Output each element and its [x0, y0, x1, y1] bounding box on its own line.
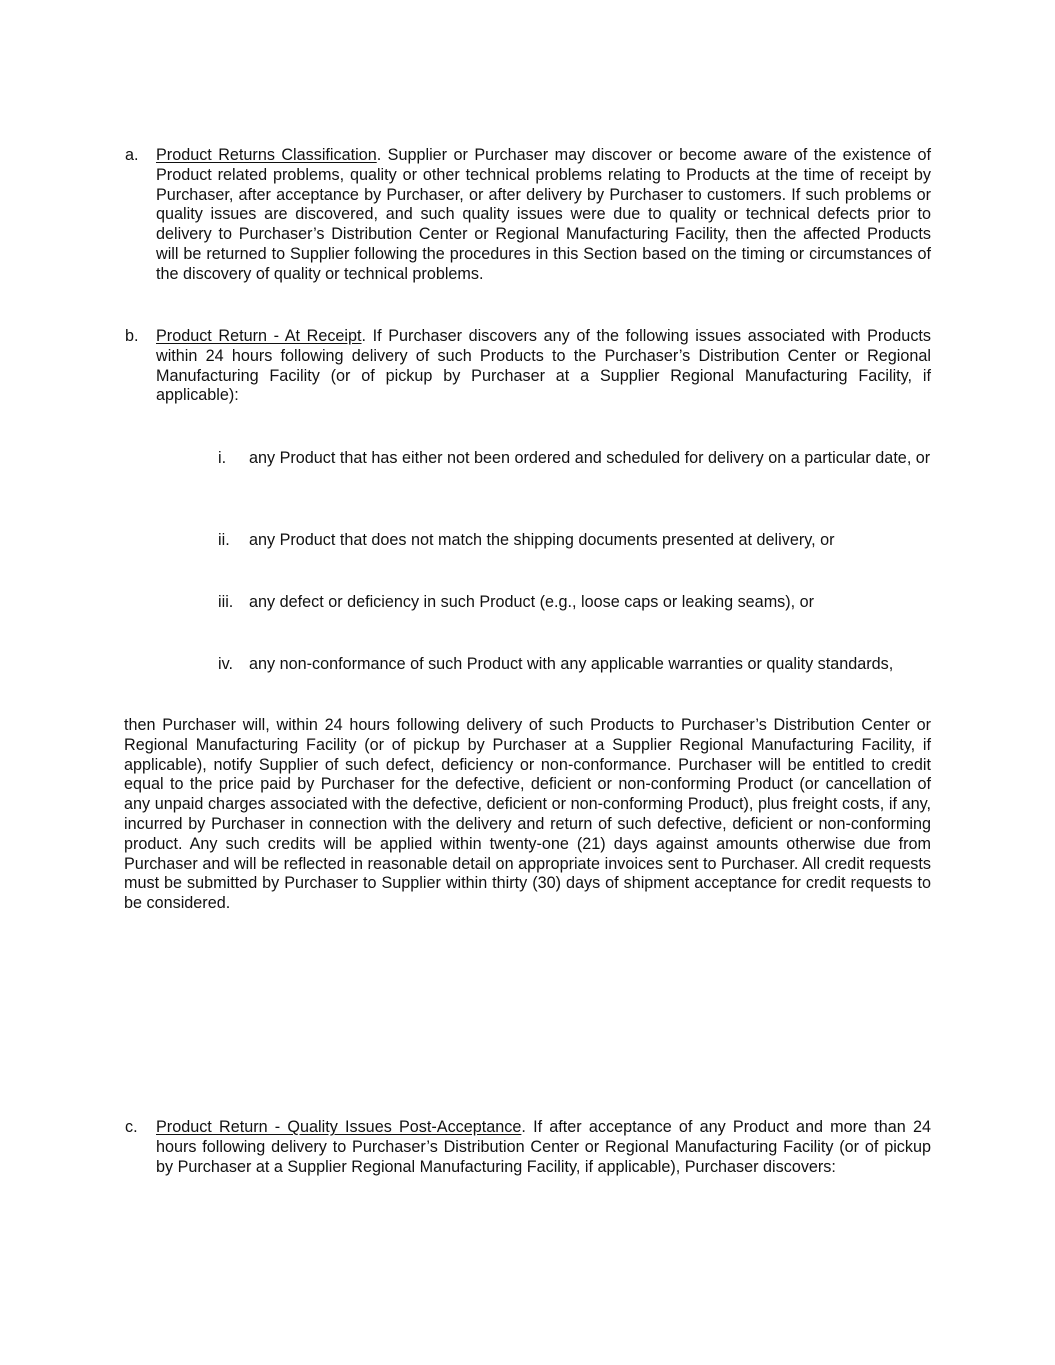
section-b-body: . If Purchaser discovers any of the following issues associated with Products within 24 hours following delivery of such Products to the Purchaser’s Distribution Center or Regional Manufacturing Facility (or of pickup by Purchaser at a Supplier Regional Manufacturing Facility, if applicable):: [156, 327, 931, 405]
item-i-marker: i.: [218, 449, 227, 467]
item-iii-text: any defect or deficiency in such Product (e.g., loose caps or leaking seams), or: [249, 593, 815, 611]
section-a-paragraph: [156, 146, 931, 285]
section-a-body: . Supplier or Purchaser may discover or become aware of the existence of Product related problems, quality or other technical problems relating to Products at the time of receipt by Purchaser, after acceptance by Purchaser, or after delivery by Purchaser to customers. If such problems or quality issues are discovered, and such quality issues were due to quality or technical defects prior to delivery to Purchaser’s Distribution Center or Regional Manufacturing Facility, then the affected Products will be returned to Supplier following the procedures in this Section based on the timing or circumstances of the discovery of quality or technical problems.: [156, 146, 931, 283]
section-b-heading: Product Return - At Receipt: [156, 327, 362, 345]
section-b-continuation: then Purchaser will, within 24 hours following delivery of such Products to Purchaser’s Distribution Center or Regional Manufacturing Facility (or of pickup by Purchaser at a Supplier Regional Manufacturing Facility, if applicable), notify Supplier of such defect, deficiency or non-conformance. Purchaser will be entitled to credit equal to the price paid by Purchaser for the defective, deficient or non-conforming Product (or cancellation of any unpaid charges associated with the defective, deficient or non-conforming Product), plus freight costs, if any, incurred by Purchaser in connection with the delivery and return of such defective, deficient or non-conforming product. Any such credits will be applied within twenty-one (21) days against amounts otherwise due from Purchaser and will be reflected in reasonable detail on appropriate invoices sent to Purchaser. All credit requests must be submitted by Purchaser to Supplier within thirty (30) days of shipment acceptance for credit requests to be considered.: [124, 716, 931, 913]
item-ii-text: any Product that does not match the shipping documents presented at delivery, or: [249, 531, 835, 549]
section-c-heading: Product Return - Quality Issues Post-Acceptance: [156, 1118, 522, 1136]
section-b-paragraph: [156, 327, 931, 406]
section-b-marker: b.: [125, 327, 139, 345]
item-iv-marker: iv.: [218, 655, 233, 673]
section-a-heading: Product Returns Classification: [156, 146, 377, 164]
item-i-text: any Product that has either not been ordered and scheduled for delivery on a particular date, or: [249, 449, 931, 467]
item-ii-marker: ii.: [218, 531, 230, 549]
section-c-marker: c.: [125, 1118, 138, 1136]
section-a-marker: a.: [125, 146, 139, 164]
section-c-body: . If after acceptance of any Product and more than 24 hours following delivery to Purchaser’s Distribution Center or Regional Manufacturing Facility (or of pickup by Purchaser at a Supplier Regional Manufacturing Facility, if applicable), Purchaser discovers:: [156, 1118, 931, 1176]
section-c-paragraph: [156, 1118, 931, 1177]
item-iii-marker: iii.: [218, 593, 234, 611]
item-iv-text: any non-conformance of such Product with any applicable warranties or quality standards,: [249, 655, 894, 673]
